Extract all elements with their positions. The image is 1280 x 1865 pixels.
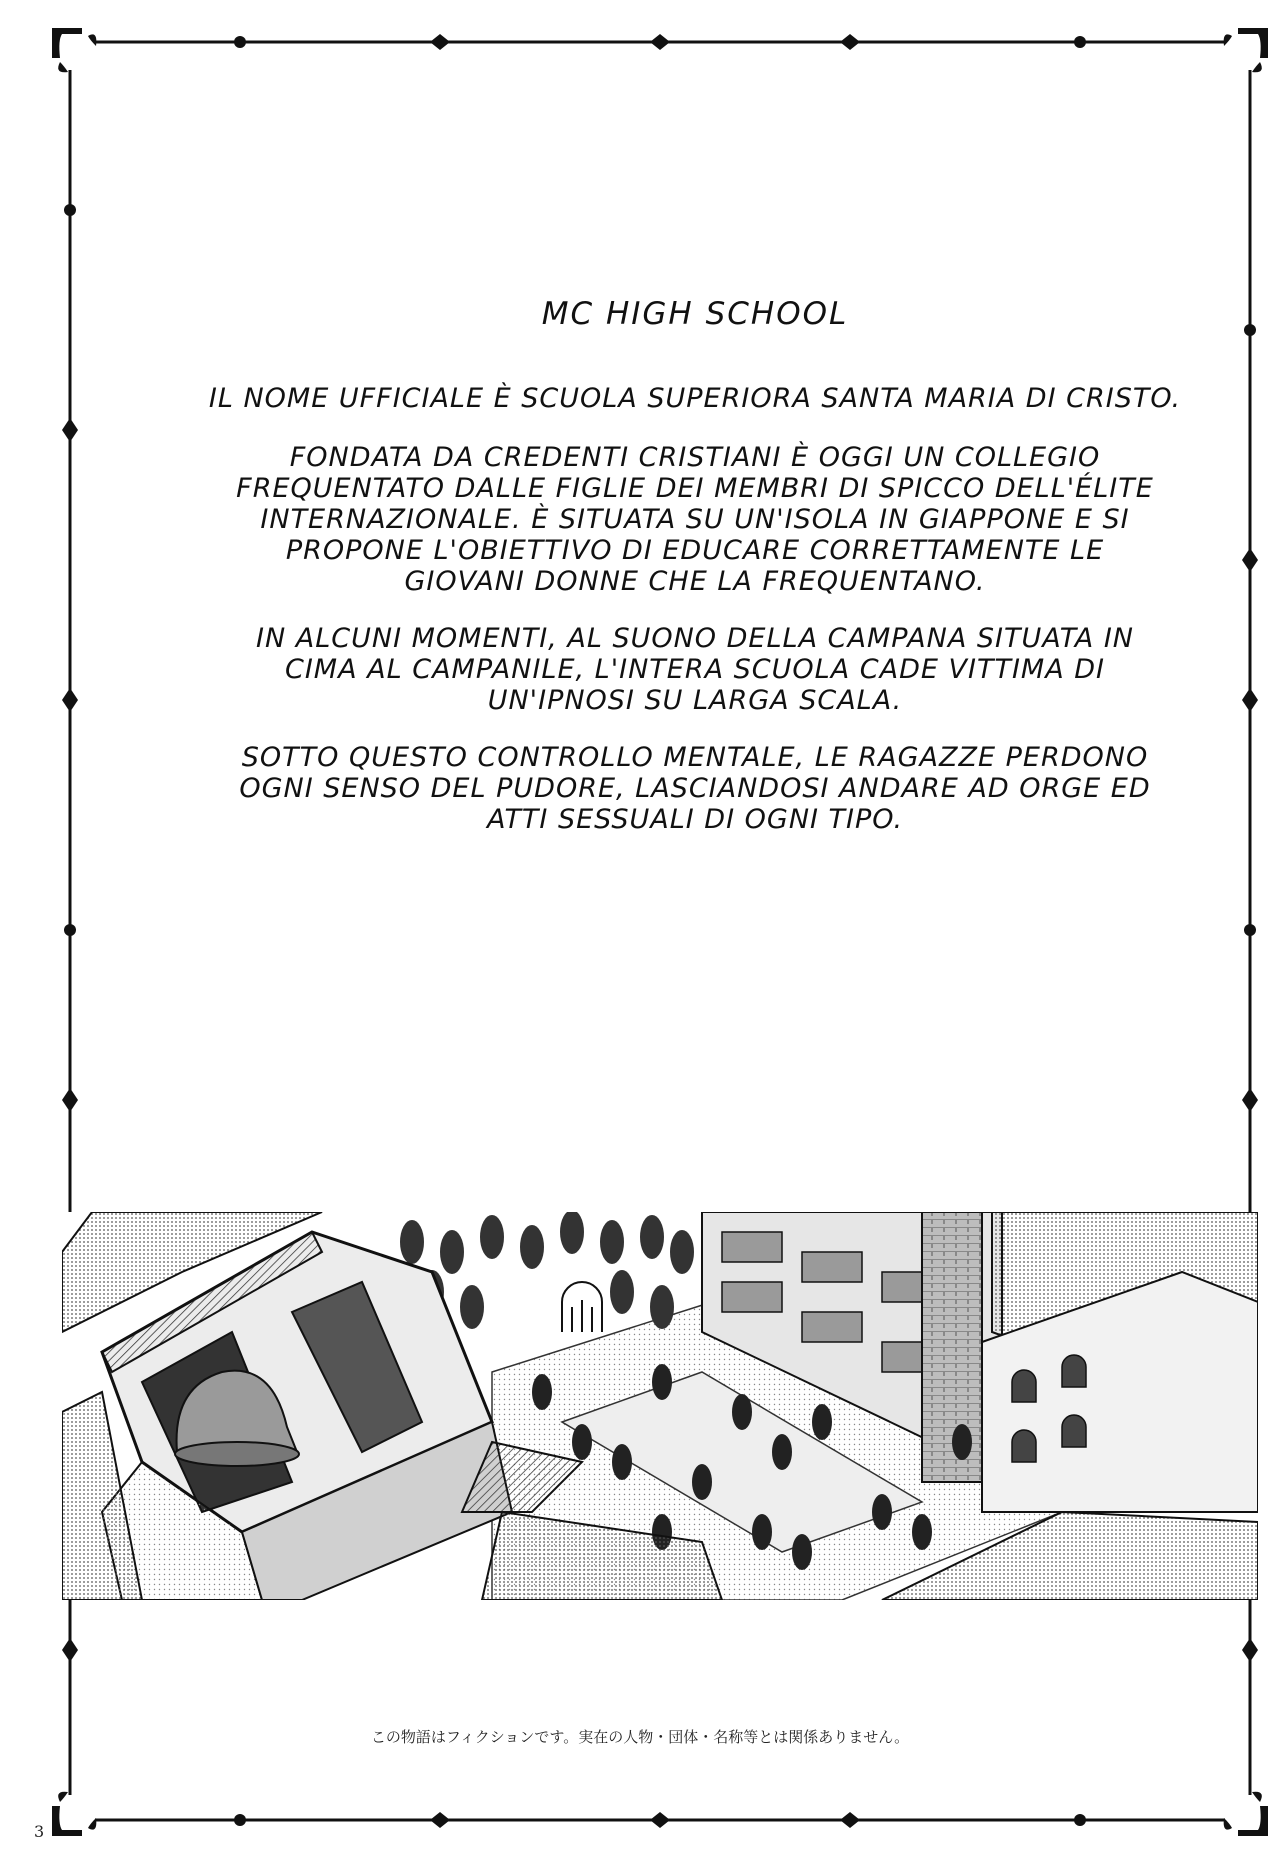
bell-tower-and-school-campus-icon: [62, 1212, 1258, 1600]
page-number: 3: [34, 1822, 45, 1841]
corner-flourish-bottom-right: [1224, 1792, 1268, 1836]
paragraph-founding: FONDATA DA CREDENTI CRISTIANI È OGGI UN COLLEGIO FREQUENTATO DALLE FIGLIE DEI MEMBRI DI SPICCO DELL'ÉLITE INTERNAZIONALE. È SITUATA SU UN'ISOLA IN GIAPPONE E SI PROPONE L'OBIETTIVO DI EDUCARE CORRETTAMENTE LE GIOVANI DONNE CHE LA FREQUENTANO.: [236, 442, 1154, 597]
paragraph-mind-control: SOTTO QUESTO CONTROLLO MENTALE, LE RAGAZZE PERDONO OGNI SENSO DEL PUDORE, LASCIANDOSI ANDARE AD ORGE ED ATTI SESSUALI DI OGNI TIPO.: [239, 742, 1151, 835]
corner-flourish-top-right: [1224, 28, 1268, 72]
corner-flourish-bottom-left: [52, 1792, 96, 1836]
corner-flourish-top-left: [52, 28, 96, 72]
paragraph-bell: IN ALCUNI MOMENTI, AL SUONO DELLA CAMPANA SITUATA IN CIMA AL CAMPANILE, L'INTERA SCUOLA CADE VITTIMA DI UN'IPNOSI SU LARGA SCALA.: [256, 623, 1134, 716]
page-title: MC HIGH SCHOOL: [541, 296, 849, 332]
paragraph-official-name: IL NOME UFFICIALE È SCUOLA SUPERIORA SANTA MARIA DI CRISTO.: [208, 383, 1182, 414]
fiction-disclaimer: この物語はフィクションです。実在の人物・団体・名称等とは関係ありません。: [370, 1728, 910, 1746]
